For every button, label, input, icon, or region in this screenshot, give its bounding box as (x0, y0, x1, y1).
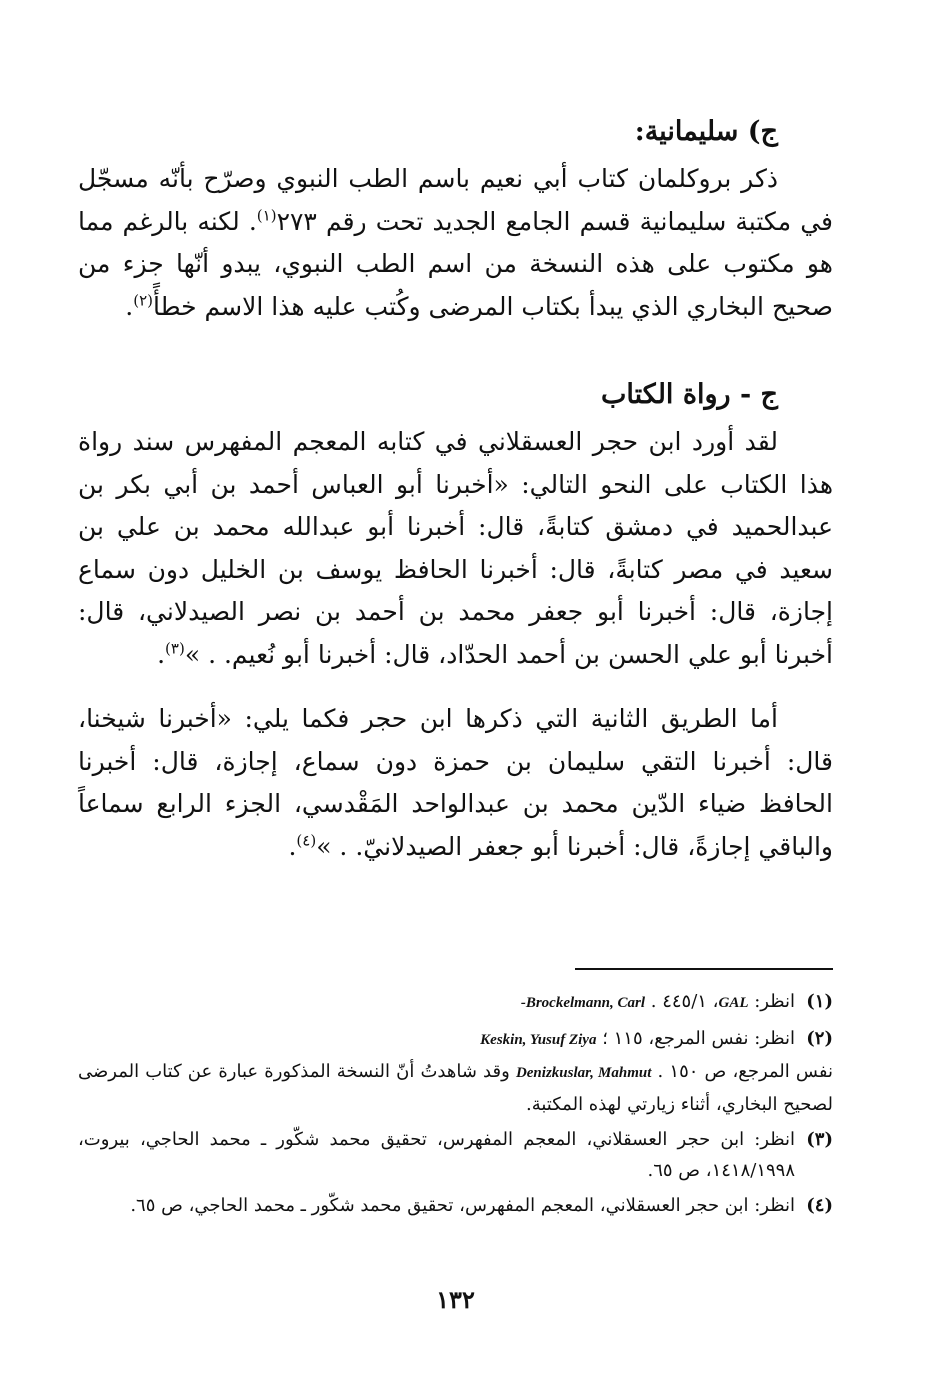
paragraph (78, 698, 833, 868)
footnote-number: (٣) (806, 1129, 833, 1150)
footnote-number: (٢) (806, 1028, 833, 1049)
footnote-segment: انظر: (754, 991, 795, 1012)
section-sulaymaniyya (78, 110, 833, 328)
footnote-number: (١) (806, 991, 833, 1012)
footnote-segment: انظر: نفس المرجع، ١١٥ ؛ (602, 1028, 795, 1049)
footnote-text: انظر: ابن حجر العسقلاني، المعجم المفهرس، تحقيق محمد شكّور ـ محمد الحاجي، ص ٦٥. (130, 1195, 795, 1216)
footnote-segment: نفس المرجع، ص ١٥٠ . (657, 1061, 833, 1082)
paragraph (78, 158, 833, 328)
footnote-latin: Keskin, Yusuf Ziya (480, 1032, 597, 1048)
footnote-number: (٤) (806, 1195, 833, 1216)
paragraph-text: . (125, 291, 134, 321)
page-number: ١٣٢ (436, 1285, 475, 1314)
paragraph-text: لقد أورد ابن حجر العسقلاني في كتابه المعجم المفهرس سند رواة هذا الكتاب على النحو التالي: «أخبرنا أبو العباس أحمد بن أبي بكر بن عبدالحميد في دمشق كتابةً، قال: أخبرنا أبو عبدالله محمد بن علي بن سعيد في مصر كتابةً، قال: أخبرنا الحافظ يوسف بن الخليل دون سماع إجازة، قال: أخبرنا أبو جعفر محمد بن أحمد بن نصر الصيدلاني، قال: أخبرنا أبو علي الحسن بن أحمد الحدّاد، قال: أخبرنا أبو نُعيم. . » (78, 427, 833, 669)
paragraph-text: . (288, 831, 297, 861)
footnote-item (78, 986, 833, 1019)
footnote-ref[interactable]: (٣) (165, 639, 185, 658)
footnote-text (78, 1023, 795, 1056)
footnote-item (78, 1124, 833, 1186)
footnote-latin: Denizkuslar, Mahmut (515, 1065, 652, 1081)
paragraph-text: ذكر بروكلمان كتاب أبي نعيم باسم الطب النبوي وصرّح بأنّه مسجّل في مكتبة سليمانية قسم الجامع الجديد تحت رقم ٢٧٣ (78, 164, 833, 236)
footnote-item (78, 1190, 833, 1221)
paragraph-text: أما الطريق الثانية التي ذكرها ابن حجر فكما يلي: «أخبرنا شيخنا، قال: أخبرنا التقي سليمان بن حمزة دون سماع، إجازة، قال: أخبرنا الحافظ ضياء الدّين محمد بن عبدالواحد المَقْدسي، الجزء الرابع سماعاً والباقي إجازةً، قال: أخبرنا أبو جعفر الصيدلانيّ. . » (78, 704, 833, 861)
footnotes (78, 986, 833, 1225)
section-narrators (78, 373, 833, 868)
section-heading: ج) سليمانية: (634, 116, 778, 147)
paragraph (78, 421, 833, 676)
footnote-ref[interactable]: (٤) (296, 831, 317, 850)
footnote-divider (575, 968, 833, 970)
paragraph-text: . لكنه بالرغم مما هو مكتوب على هذه النسخة من اسم الطب النبوي، يبدو أنّها جزء من صحيح البخاري الذي يبدأ بكتاب المرضى وكُتب عليه هذا الاسم خطأً (78, 206, 833, 321)
footnote-latin: GAL (718, 995, 749, 1011)
paragraph-text: . (157, 639, 166, 669)
document-page (78, 100, 833, 1360)
footnote-segment: وقد شاهدتُ أنّ النسخة المذكورة عبارة عن كتاب المرضى لصحيح البخاري، أثناء زيارتي لهذه المكتبة. (78, 1061, 833, 1115)
footnote-ref[interactable]: (٢) (133, 291, 153, 310)
footnote-ref[interactable]: (١) (256, 206, 277, 225)
footnote-segment: ، ٤٤٥/١ . (650, 991, 719, 1012)
section-heading: ج - رواة الكتاب (601, 379, 778, 410)
footnote-latin: -Brockelmann, Carl (520, 995, 646, 1011)
footnote-text (78, 986, 795, 1019)
footnote-item (78, 1023, 833, 1056)
footnote-text: انظر: ابن حجر العسقلاني، المعجم المفهرس، تحقيق محمد شكّور ـ محمد الحاجي، بيروت، ١٤١٨/١٩٩٨، ص ٦٥. (78, 1129, 795, 1181)
footnote-continuation (78, 1056, 833, 1120)
